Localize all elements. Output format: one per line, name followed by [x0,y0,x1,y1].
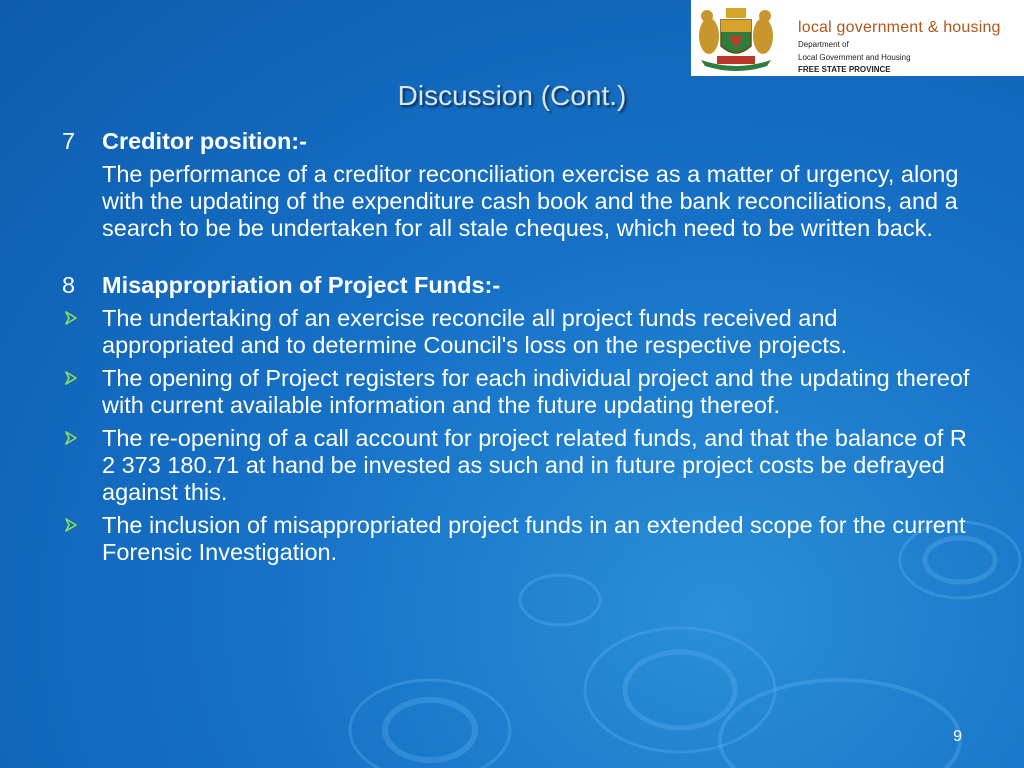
logo-title: local government & housing [798,19,1001,36]
section-heading: Misappropriation of Project Funds:- [102,272,501,298]
bullet-text: The opening of Project registers for each individual project and the updating thereof with current available information and the future updating thereof. [102,365,970,418]
logo-text-block [798,19,1001,75]
section-number: 7 [62,128,76,154]
section-creditor-position [62,128,972,242]
section-number: 8 [62,272,76,298]
bullet-item [62,512,972,566]
page-number: 9 [953,728,962,745]
bullet-item [62,425,972,506]
logo-province: FREE STATE PROVINCE [798,65,891,74]
arrow-bullet-icon [64,371,78,385]
section-heading: Creditor position:- [102,128,307,154]
bullet-text: The re-opening of a call account for project related funds, and that the balance of R 2 373 180.71 at hand be invested as such and in future project costs be defrayed against this. [102,425,967,505]
slide-body [62,128,972,566]
logo-department-line-1: Department of [798,40,849,49]
arrow-bullet-icon [64,311,78,325]
arrow-bullet-icon [64,431,78,445]
section-misappropriation [62,272,972,299]
coat-of-arms-icon [693,2,779,74]
bullet-text: The undertaking of an exercise reconcile all project funds received and appropriated and to determine Council's loss on the respective projects. [102,305,848,358]
slide-title: Discussion (Cont.) [397,80,627,111]
bullet-item [62,365,972,419]
arrow-bullet-icon [64,518,78,532]
department-logo-banner [691,0,1024,76]
bullet-item [62,305,972,359]
section-paragraph: The performance of a creditor reconciliation exercise as a matter of urgency, along with the updating of the expenditure cash book and the bank reconciliations, and a search to be be undertaken for all stale cheques, which need to be written back. [102,161,959,241]
logo-department-line-2: Local Government and Housing [798,52,911,62]
bullet-text: The inclusion of misappropriated project funds in an extended scope for the current Forensic Investigation. [102,512,966,565]
